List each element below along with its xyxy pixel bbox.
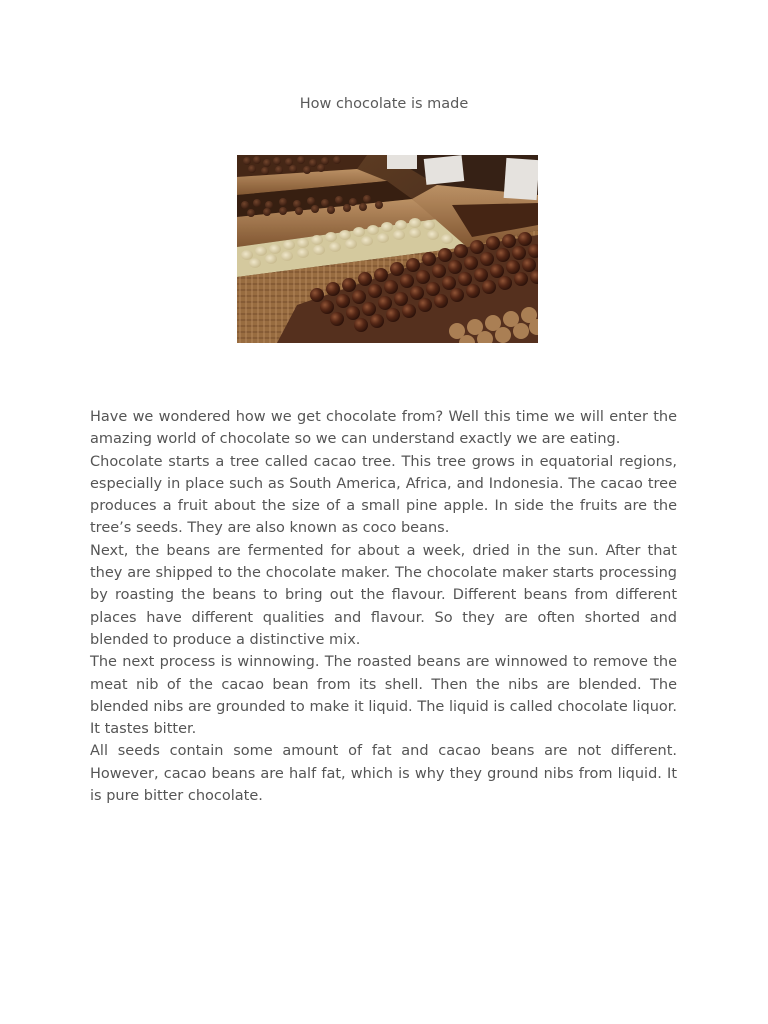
paragraph-winnowing: The next process is winnowing. The roasted beans are winnowed to remove the meat nib of the cacao bean from its shell. Then the nibs are blended. The blended nibs are grounded to make it liquid. The liquid is called chocolate liquor. It tastes bitter. (90, 654, 677, 738)
paragraph-fat: All seeds contain some amount of fat and cacao beans are not different. However, cacao beans are half fat, which is why they ground nibs from liquid. It is pure bitter chocolate. (90, 743, 677, 805)
paragraph-cacao-tree: Chocolate starts a tree called cacao tree. This tree grows in equatorial regions, especially in place such as South America, Africa, and Indonesia. The cacao tree produces a fruit about the size of a small pine apple. In side the fruits are the tree’s seeds. They are also known as coco beans. (90, 453, 677, 537)
paragraph-intro: Have we wondered how we get chocolate from? Well this time we will enter the amazing world of chocolate so we can understand exactly we are eating. (90, 409, 677, 448)
page-title: How chocolate is made (299, 96, 469, 112)
paragraph-fermentation: Next, the beans are fermented for about a week, dried in the sun. After that they are shipped to the chocolate maker. The chocolate maker starts processing by roasting the beans to bring out the flavour. Different beans from different places have different qualities and flavour. So they are often shorted and blended to produce a distinctive mix. (90, 542, 677, 648)
chocolate-photo-graphic (237, 155, 538, 343)
article-body (90, 406, 677, 807)
chocolate-display-photo (237, 155, 538, 343)
